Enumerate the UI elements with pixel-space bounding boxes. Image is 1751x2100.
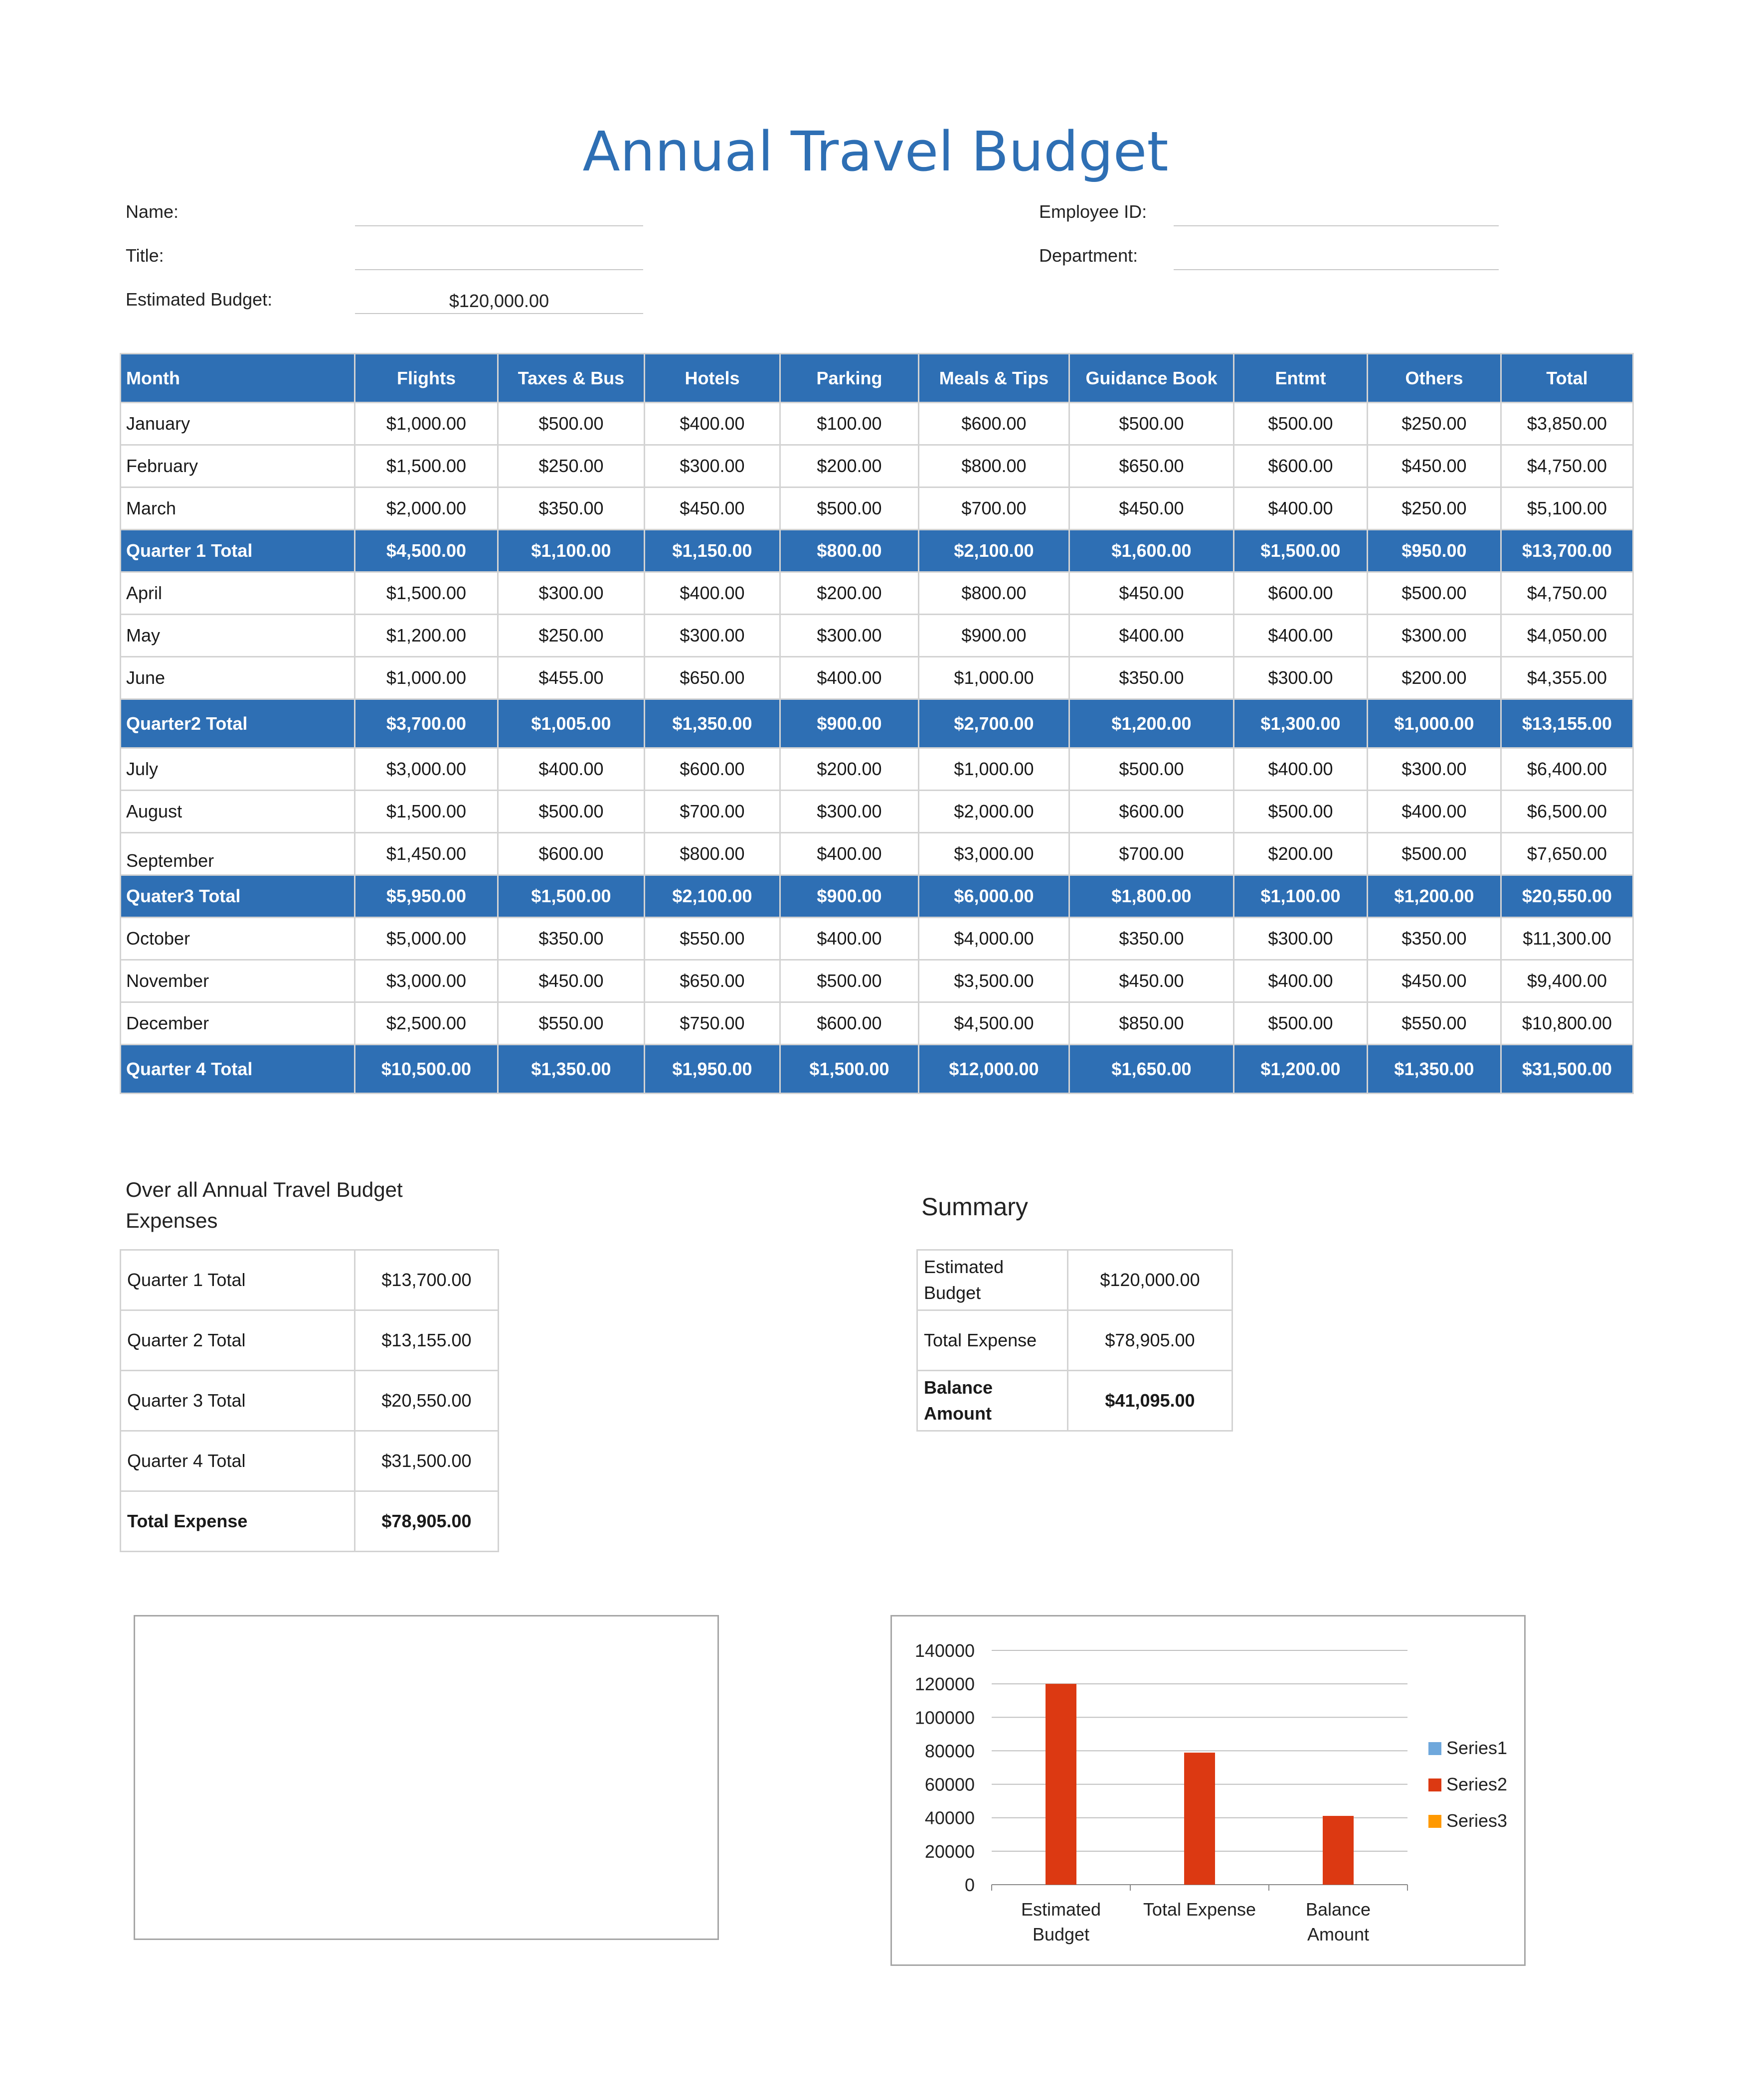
- table-cell: $850.00: [1069, 1002, 1234, 1045]
- table-cell: $4,050.00: [1501, 615, 1633, 657]
- table-cell: $200.00: [780, 445, 919, 487]
- y-tick-label: 0: [964, 1875, 975, 1895]
- table-cell: $700.00: [919, 487, 1069, 530]
- table-cell: $400.00: [1234, 748, 1368, 791]
- row-label: Quarter 1 Total: [121, 530, 355, 572]
- table-cell: $1,500.00: [355, 572, 498, 615]
- column-header: Entmt: [1234, 354, 1368, 403]
- row-label: [917, 1371, 1068, 1431]
- table-header-row: [121, 354, 1633, 403]
- table-cell: $800.00: [780, 530, 919, 572]
- table-row: [121, 657, 1633, 699]
- table-cell: $450.00: [645, 487, 780, 530]
- table-cell: $700.00: [645, 791, 780, 833]
- table-cell: $1,005.00: [498, 699, 645, 748]
- table-cell: $500.00: [1368, 833, 1501, 875]
- legend-label: Series3: [1446, 1810, 1508, 1831]
- table-cell: $31,500.00: [1501, 1045, 1633, 1094]
- table-row: [121, 1371, 499, 1431]
- table-cell: $2,100.00: [919, 530, 1069, 572]
- table-cell: $5,950.00: [355, 875, 498, 918]
- table-cell: $400.00: [645, 572, 780, 615]
- row-label: June: [121, 657, 355, 699]
- table-cell: $1,200.00: [1234, 1045, 1368, 1094]
- y-tick-label: 100000: [914, 1707, 975, 1728]
- row-label: March: [121, 487, 355, 530]
- y-tick-label: 140000: [914, 1640, 975, 1661]
- table-cell: $400.00: [1368, 791, 1501, 833]
- table-cell: $550.00: [498, 1002, 645, 1045]
- row-label: May: [121, 615, 355, 657]
- table-row: [121, 791, 1633, 833]
- column-header: Parking: [780, 354, 919, 403]
- table-cell: $3,500.00: [919, 960, 1069, 1002]
- column-header: Guidance Book: [1069, 354, 1234, 403]
- table-cell: $12,000.00: [919, 1045, 1069, 1094]
- table-cell: $4,750.00: [1501, 572, 1633, 615]
- summary-bar-chart: [890, 1615, 1526, 1966]
- quarter-total-row: [121, 530, 1633, 572]
- table-cell: $900.00: [780, 699, 919, 748]
- table-cell: $1,000.00: [355, 657, 498, 699]
- table-cell: $1,500.00: [1234, 530, 1368, 572]
- row-label: Quarter 4 Total: [121, 1431, 355, 1491]
- table-cell: $1,000.00: [355, 403, 498, 445]
- table-cell: $900.00: [780, 875, 919, 918]
- table-cell: $400.00: [498, 748, 645, 791]
- table-cell: $200.00: [780, 748, 919, 791]
- row-value: $20,550.00: [355, 1371, 499, 1431]
- table-cell: $3,000.00: [919, 833, 1069, 875]
- table-cell: $400.00: [1234, 487, 1368, 530]
- quarter-total-row: [121, 699, 1633, 748]
- summary-title: Summary: [921, 1193, 1028, 1221]
- table-cell: $350.00: [1069, 657, 1234, 699]
- table-cell: $1,150.00: [645, 530, 780, 572]
- table-cell: $250.00: [1368, 487, 1501, 530]
- table-cell: $600.00: [780, 1002, 919, 1045]
- table-cell: $500.00: [1069, 748, 1234, 791]
- table-cell: $300.00: [1368, 615, 1501, 657]
- table-cell: $950.00: [1368, 530, 1501, 572]
- table-cell: $2,100.00: [645, 875, 780, 918]
- row-label: Quater3 Total: [121, 875, 355, 918]
- table-cell: $500.00: [1069, 403, 1234, 445]
- row-label: August: [121, 791, 355, 833]
- table-cell: $4,750.00: [1501, 445, 1633, 487]
- y-tick-label: 120000: [914, 1674, 975, 1695]
- table-cell: $800.00: [919, 445, 1069, 487]
- bar-series2: [1323, 1816, 1354, 1885]
- title-label: Title:: [126, 245, 164, 266]
- table-cell: $200.00: [1368, 657, 1501, 699]
- table-cell: $300.00: [1368, 748, 1501, 791]
- legend-label: Series1: [1446, 1738, 1508, 1758]
- table-cell: $1,200.00: [1069, 699, 1234, 748]
- x-tick-label: Budget: [1032, 1924, 1090, 1944]
- row-value: $41,095.00: [1068, 1371, 1232, 1431]
- table-cell: $250.00: [498, 445, 645, 487]
- table-cell: $300.00: [645, 445, 780, 487]
- row-value: $13,700.00: [355, 1250, 499, 1310]
- estimated-budget-field[interactable]: $120,000.00: [355, 289, 643, 314]
- overall-title-line: Over all Annual Travel Budget: [126, 1178, 403, 1201]
- legend-swatch: [1428, 1742, 1441, 1755]
- overall-expenses-table: [120, 1249, 499, 1552]
- column-header: Total: [1501, 354, 1633, 403]
- overall-expenses-title: [126, 1174, 403, 1236]
- table-cell: $2,000.00: [919, 791, 1069, 833]
- table-cell: $1,350.00: [645, 699, 780, 748]
- table-cell: $1,500.00: [355, 445, 498, 487]
- table-cell: $4,000.00: [919, 918, 1069, 960]
- table-cell: $10,500.00: [355, 1045, 498, 1094]
- table-cell: $700.00: [1069, 833, 1234, 875]
- title-field[interactable]: [355, 245, 643, 270]
- table-row: [121, 833, 1633, 875]
- page-title: Annual Travel Budget: [582, 120, 1169, 183]
- bar-series2: [1184, 1753, 1215, 1885]
- table-cell: $3,000.00: [355, 748, 498, 791]
- table-cell: $500.00: [780, 960, 919, 1002]
- row-label: [917, 1250, 1068, 1310]
- x-tick-label: Amount: [1307, 1924, 1370, 1944]
- row-value: $13,155.00: [355, 1310, 499, 1371]
- table-cell: $250.00: [498, 615, 645, 657]
- table-cell: $3,700.00: [355, 699, 498, 748]
- table-cell: $1,200.00: [355, 615, 498, 657]
- row-label: Quarter2 Total: [121, 699, 355, 748]
- row-label: Quarter 1 Total: [121, 1250, 355, 1310]
- table-cell: $300.00: [645, 615, 780, 657]
- table-cell: $4,355.00: [1501, 657, 1633, 699]
- table-row: [917, 1310, 1232, 1371]
- table-cell: $200.00: [1234, 833, 1368, 875]
- table-cell: $350.00: [1368, 918, 1501, 960]
- bar-series2: [1046, 1684, 1076, 1885]
- table-row: [917, 1250, 1232, 1310]
- table-cell: $600.00: [1069, 791, 1234, 833]
- name-field[interactable]: [355, 201, 643, 226]
- column-header: Meals & Tips: [919, 354, 1069, 403]
- table-cell: $100.00: [780, 403, 919, 445]
- table-cell: $1,650.00: [1069, 1045, 1234, 1094]
- department-label: Department:: [1039, 245, 1138, 266]
- table-cell: $450.00: [498, 960, 645, 1002]
- table-cell: $550.00: [1368, 1002, 1501, 1045]
- table-cell: $750.00: [645, 1002, 780, 1045]
- table-cell: $500.00: [1234, 791, 1368, 833]
- table-cell: $6,400.00: [1501, 748, 1633, 791]
- table-cell: $600.00: [645, 748, 780, 791]
- table-cell: $1,350.00: [498, 1045, 645, 1094]
- table-cell: $1,800.00: [1069, 875, 1234, 918]
- table-cell: $900.00: [919, 615, 1069, 657]
- table-cell: $450.00: [1368, 960, 1501, 1002]
- table-cell: $500.00: [1368, 572, 1501, 615]
- table-cell: $9,400.00: [1501, 960, 1633, 1002]
- table-cell: $500.00: [1234, 403, 1368, 445]
- table-cell: $400.00: [645, 403, 780, 445]
- table-cell: $1,950.00: [645, 1045, 780, 1094]
- table-cell: $500.00: [1234, 1002, 1368, 1045]
- table-cell: $400.00: [780, 657, 919, 699]
- table-cell: $650.00: [645, 657, 780, 699]
- table-row: [121, 615, 1633, 657]
- row-label: January: [121, 403, 355, 445]
- table-cell: $600.00: [1234, 445, 1368, 487]
- row-label-line: Amount: [924, 1403, 992, 1424]
- quarter-total-row: [121, 1045, 1633, 1094]
- employee-id-label: Employee ID:: [1039, 201, 1147, 222]
- row-label: December: [121, 1002, 355, 1045]
- table-cell: $2,700.00: [919, 699, 1069, 748]
- table-cell: $300.00: [1234, 657, 1368, 699]
- table-cell: $250.00: [1368, 403, 1501, 445]
- y-tick-label: 20000: [924, 1841, 975, 1862]
- table-cell: $400.00: [1234, 960, 1368, 1002]
- table-row: [121, 487, 1633, 530]
- table-cell: $500.00: [498, 403, 645, 445]
- y-tick-label: 60000: [924, 1774, 975, 1795]
- table-cell: $1,000.00: [919, 748, 1069, 791]
- table-cell: $2,500.00: [355, 1002, 498, 1045]
- x-tick-label: Balance: [1305, 1899, 1371, 1920]
- row-value: $31,500.00: [355, 1431, 499, 1491]
- table-cell: $450.00: [1069, 487, 1234, 530]
- table-cell: $1,100.00: [498, 530, 645, 572]
- table-row: [121, 918, 1633, 960]
- table-cell: $1,300.00: [1234, 699, 1368, 748]
- quarter-total-row: [121, 875, 1633, 918]
- row-label: November: [121, 960, 355, 1002]
- empty-chart-placeholder: [134, 1615, 719, 1940]
- table-cell: $1,450.00: [355, 833, 498, 875]
- column-header: Taxes & Bus: [498, 354, 645, 403]
- column-header: Month: [121, 354, 355, 403]
- row-label: Total Expense: [121, 1491, 355, 1552]
- table-cell: $1,100.00: [1234, 875, 1368, 918]
- column-header: Others: [1368, 354, 1501, 403]
- table-cell: $500.00: [780, 487, 919, 530]
- row-label: April: [121, 572, 355, 615]
- table-row: [121, 572, 1633, 615]
- department-field[interactable]: [1174, 245, 1499, 270]
- table-cell: $300.00: [498, 572, 645, 615]
- table-cell: $350.00: [1069, 918, 1234, 960]
- table-cell: $1,000.00: [919, 657, 1069, 699]
- row-label: Quarter 2 Total: [121, 1310, 355, 1371]
- table-row: [121, 403, 1633, 445]
- table-row: [121, 445, 1633, 487]
- row-label: October: [121, 918, 355, 960]
- table-cell: $1,000.00: [1368, 699, 1501, 748]
- table-cell: $3,850.00: [1501, 403, 1633, 445]
- table-row: [121, 1431, 499, 1491]
- row-label: September: [121, 833, 355, 875]
- x-tick-label: Total Expense: [1143, 1899, 1256, 1920]
- table-cell: $600.00: [919, 403, 1069, 445]
- table-cell: $4,500.00: [355, 530, 498, 572]
- table-row: [121, 748, 1633, 791]
- row-label: [917, 1310, 1068, 1371]
- table-cell: $500.00: [498, 791, 645, 833]
- table-cell: $650.00: [1069, 445, 1234, 487]
- budget-table: [120, 353, 1634, 1094]
- summary-table: [916, 1249, 1233, 1432]
- legend-swatch: [1428, 1778, 1441, 1791]
- table-cell: $1,350.00: [1368, 1045, 1501, 1094]
- table-cell: $11,300.00: [1501, 918, 1633, 960]
- table-cell: $400.00: [780, 833, 919, 875]
- table-cell: $13,155.00: [1501, 699, 1633, 748]
- table-cell: $7,650.00: [1501, 833, 1633, 875]
- table-cell: $800.00: [919, 572, 1069, 615]
- legend-swatch: [1428, 1815, 1441, 1828]
- row-label-line: Total Expense: [924, 1330, 1037, 1350]
- table-cell: $450.00: [1069, 960, 1234, 1002]
- table-cell: $1,600.00: [1069, 530, 1234, 572]
- table-cell: $3,000.00: [355, 960, 498, 1002]
- table-row: [121, 1491, 499, 1552]
- row-label: Quarter 3 Total: [121, 1371, 355, 1431]
- table-row: [121, 1002, 1633, 1045]
- table-row: [121, 960, 1633, 1002]
- table-cell: $800.00: [645, 833, 780, 875]
- table-cell: $1,200.00: [1368, 875, 1501, 918]
- row-label-line: Budget: [924, 1283, 981, 1303]
- table-cell: $1,500.00: [355, 791, 498, 833]
- table-cell: $20,550.00: [1501, 875, 1633, 918]
- table-cell: $4,500.00: [919, 1002, 1069, 1045]
- table-cell: $650.00: [645, 960, 780, 1002]
- chart-svg: [892, 1616, 1527, 1967]
- table-cell: $200.00: [780, 572, 919, 615]
- table-cell: $1,500.00: [498, 875, 645, 918]
- table-cell: $600.00: [1234, 572, 1368, 615]
- table-cell: $450.00: [1368, 445, 1501, 487]
- legend-label: Series2: [1446, 1774, 1508, 1794]
- column-header: Hotels: [645, 354, 780, 403]
- overall-title-line: Expenses: [126, 1209, 218, 1232]
- table-cell: $455.00: [498, 657, 645, 699]
- table-cell: $300.00: [1234, 918, 1368, 960]
- table-cell: $550.00: [645, 918, 780, 960]
- table-cell: $300.00: [780, 791, 919, 833]
- y-tick-label: 80000: [924, 1741, 975, 1762]
- table-cell: $2,000.00: [355, 487, 498, 530]
- name-label: Name:: [126, 201, 179, 222]
- row-value: $78,905.00: [355, 1491, 499, 1552]
- employee-id-field[interactable]: [1174, 201, 1499, 226]
- table-cell: $400.00: [1234, 615, 1368, 657]
- table-cell: $300.00: [780, 615, 919, 657]
- table-cell: $6,000.00: [919, 875, 1069, 918]
- table-cell: $600.00: [498, 833, 645, 875]
- column-header: Flights: [355, 354, 498, 403]
- row-label-line: Estimated: [924, 1257, 1004, 1277]
- table-row: [121, 1250, 499, 1310]
- table-row: [121, 1310, 499, 1371]
- row-label: Quarter 4 Total: [121, 1045, 355, 1094]
- x-tick-label: Estimated: [1021, 1899, 1101, 1920]
- table-cell: $1,500.00: [780, 1045, 919, 1094]
- table-cell: $400.00: [1069, 615, 1234, 657]
- table-cell: $400.00: [780, 918, 919, 960]
- table-cell: $5,100.00: [1501, 487, 1633, 530]
- table-cell: $350.00: [498, 487, 645, 530]
- row-label: July: [121, 748, 355, 791]
- row-value: $78,905.00: [1068, 1310, 1232, 1371]
- table-cell: $10,800.00: [1501, 1002, 1633, 1045]
- y-tick-label: 40000: [924, 1807, 975, 1828]
- estimated-budget-label: Estimated Budget:: [126, 289, 273, 310]
- table-cell: $450.00: [1069, 572, 1234, 615]
- table-cell: $13,700.00: [1501, 530, 1633, 572]
- table-row: [917, 1371, 1232, 1431]
- row-label: February: [121, 445, 355, 487]
- table-cell: $6,500.00: [1501, 791, 1633, 833]
- table-cell: $350.00: [498, 918, 645, 960]
- row-value: $120,000.00: [1068, 1250, 1232, 1310]
- table-cell: $5,000.00: [355, 918, 498, 960]
- row-label-line: Balance: [924, 1377, 993, 1398]
